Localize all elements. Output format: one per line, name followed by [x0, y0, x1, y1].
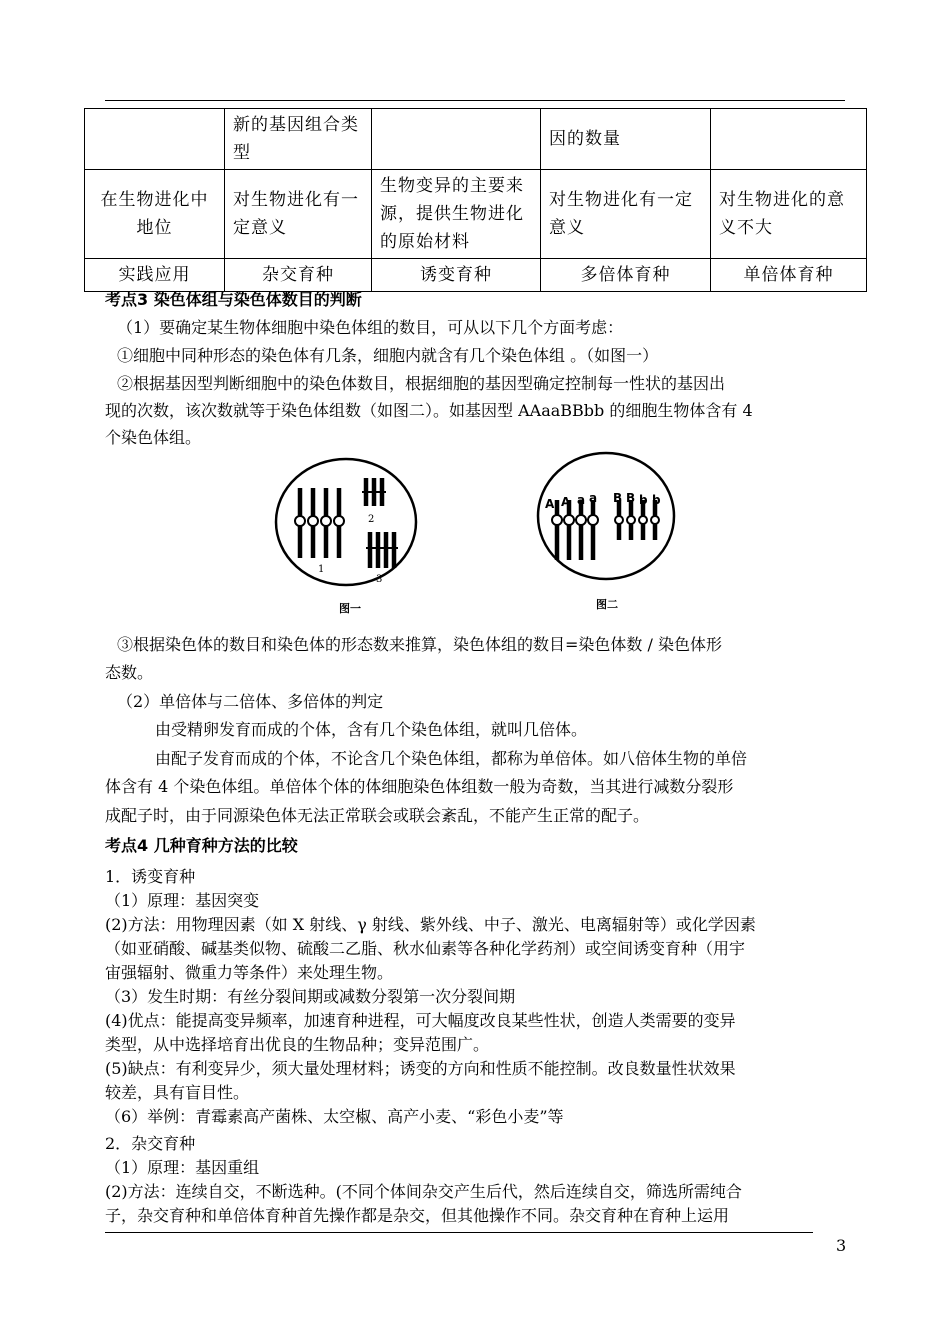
paragraph: 2．杂交育种: [105, 1134, 196, 1153]
paragraph: ③根据染色体的数目和染色体的形态数来推算，染色体组的数目=染色体数 / 染色体形: [117, 635, 722, 654]
footer-rule: [105, 1232, 813, 1233]
table-cell: 实践应用: [85, 259, 225, 292]
fig2-gene-label: A: [545, 497, 555, 511]
paragraph: （6）举例：青霉素高产菌株、太空椒、高产小麦、“彩色小麦”等: [105, 1107, 564, 1126]
section-heading: 考点3 染色体组与染色体数目的判断: [105, 290, 362, 309]
fig1-label-1: 1: [318, 564, 325, 575]
paragraph: (2)方法：用物理因素（如 X 射线、γ 射线、紫外线、中子、激光、电离辐射等）或化学因素: [105, 915, 756, 934]
table-cell: 对生物进化的意义不大: [711, 170, 867, 259]
paragraph: 宙强辐射、微重力等条件）来处理生物。: [105, 963, 394, 982]
table-cell: 单倍体育种: [711, 259, 867, 292]
fig2-gene-label: b: [639, 493, 648, 507]
paragraph: 较差，具有盲目性。: [105, 1083, 250, 1102]
comparison-table: [84, 108, 867, 292]
table-cell: 对生物进化有一定意义: [225, 170, 372, 259]
table-row: [85, 170, 867, 259]
table-cell: [85, 109, 225, 170]
section-heading: 考点4 几种育种方法的比较: [105, 836, 298, 855]
table-cell: 在生物进化中地位: [85, 170, 225, 259]
paragraph: 现的次数，该次数就等于染色体组数（如图二）。如基因型 AAaaBBbb 的细胞生物体含有 4: [105, 401, 753, 420]
figure-2-diagram: [533, 450, 683, 590]
paragraph: （1）原理：基因突变: [105, 891, 260, 910]
paragraph: (5)缺点：有利变异少，须大量处理材料；诱变的方向和性质不能控制。改良数量性状效果: [105, 1059, 736, 1078]
paragraph: （如亚硝酸、碱基类似物、硫酸二乙脂、秋水仙素等各种化学药剂）或空间诱变育种（用宇: [105, 939, 746, 958]
table-cell: 多倍体育种: [541, 259, 711, 292]
paragraph: 由受精卵发育而成的个体，含有几个染色体组，就叫几倍体。: [155, 720, 588, 739]
paragraph: 类型，从中选择培育出优良的生物品种；变异范围广。: [105, 1035, 490, 1054]
paragraph: (2)方法：连续自交，不断选种。(不同个体间杂交产生后代，然后连续自交，筛选所需纯合: [105, 1182, 742, 1201]
fig1-label-2: 2: [368, 514, 375, 525]
table-cell: 生物变异的主要来源，提供生物进化的原始材料: [372, 170, 541, 259]
paragraph: 个染色体组。: [105, 428, 202, 447]
paragraph: ①细胞中同种形态的染色体有几条，细胞内就含有几个染色体组 。（如图一）: [117, 346, 659, 365]
paragraph: 成配子时，由于同源染色体无法正常联会或联会紊乱，不能产生正常的配子。: [105, 806, 650, 825]
paragraph: 1．诱变育种: [105, 867, 196, 886]
paragraph: （2）单倍体与二倍体、多倍体的判定: [117, 692, 384, 711]
paragraph: 子，杂交育种和单倍体育种首先操作都是杂交，但其他操作不同。杂交育种在育种上运用: [105, 1206, 730, 1225]
figure-1-diagram: [270, 456, 425, 596]
fig2-gene-label: A: [561, 495, 571, 509]
paragraph: 态数。: [105, 663, 154, 682]
fig2-gene-label: a: [577, 493, 586, 507]
table-cell: 诱变育种: [372, 259, 541, 292]
paragraph: (4)优点：能提高变异频率，加速育种进程，可大幅度改良某些性状，创造人类需要的变异: [105, 1011, 736, 1030]
table-cell: [711, 109, 867, 170]
paragraph: （1）原理：基因重组: [105, 1158, 260, 1177]
paragraph: ②根据基因型判断细胞中的染色体数目，根据细胞的基因型确定控制每一性状的基因出: [117, 374, 726, 393]
fig2-gene-label: B: [613, 491, 623, 505]
page-number: 3: [836, 1236, 847, 1255]
table-cell: [372, 109, 541, 170]
figure-2-caption: 图二: [596, 598, 618, 611]
table-cell: 新的基因组合类型: [225, 109, 372, 170]
fig2-gene-label: b: [652, 493, 661, 507]
figure-1-caption: 图一: [339, 602, 361, 615]
table-cell: 因的数量: [541, 109, 711, 170]
paragraph: （1）要确定某生物体细胞中染色体组的数目，可从以下几个方面考虑：: [117, 318, 624, 337]
fig2-gene-label: B: [626, 491, 636, 505]
table-row: [85, 109, 867, 170]
table-cell: 杂交育种: [225, 259, 372, 292]
header-rule: [105, 100, 845, 101]
fig2-gene-label: a: [589, 491, 598, 505]
paragraph: 由配子发育而成的个体，不论含几个染色体组，都称为单倍体。如八倍体生物的单倍: [155, 749, 748, 768]
paragraph: （3）发生时期：有丝分裂间期或减数分裂第一次分裂间期: [105, 987, 516, 1006]
table-cell: 对生物进化有一定意义: [541, 170, 711, 259]
paragraph: 体含有 4 个染色体组。单倍体个体的体细胞染色体组数一般为奇数，当其进行减数分裂形: [105, 777, 734, 796]
fig1-label-3: 3: [376, 574, 383, 585]
